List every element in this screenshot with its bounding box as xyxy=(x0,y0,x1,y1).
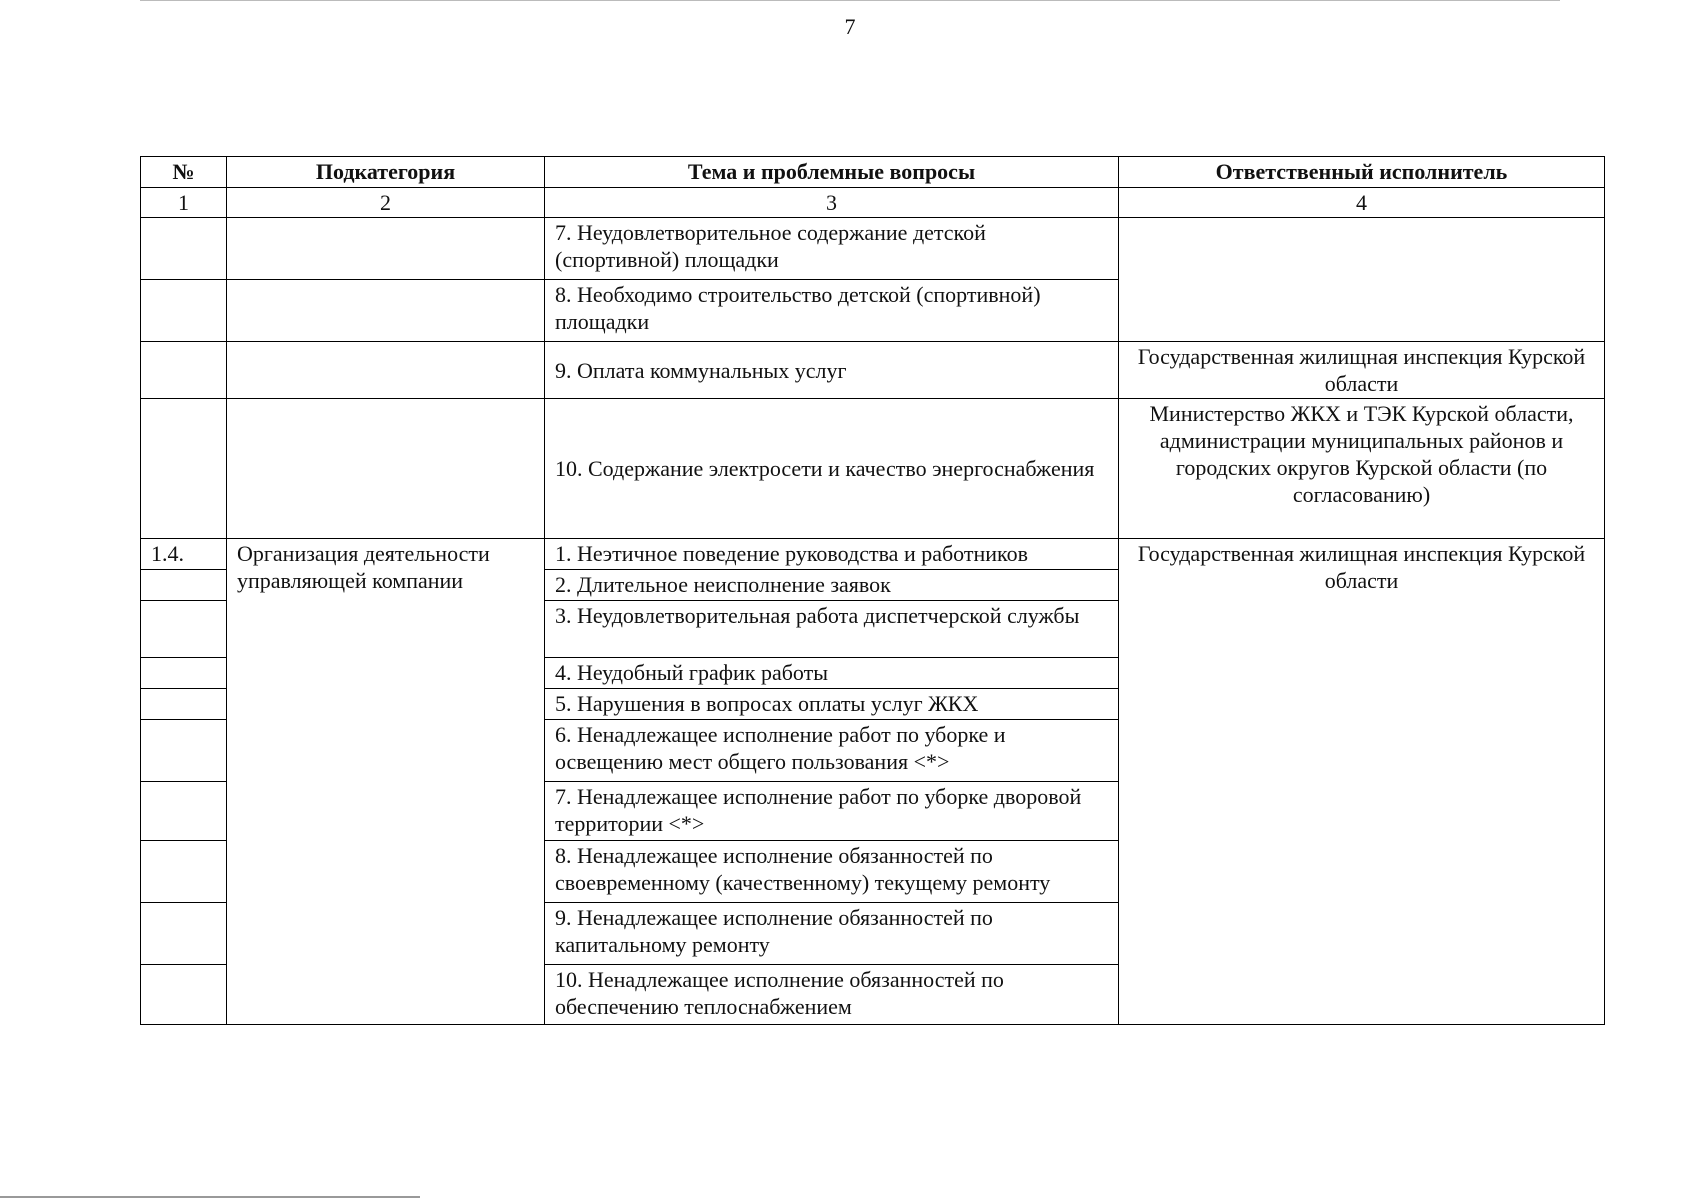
table-row xyxy=(141,539,1605,570)
number-cell xyxy=(141,399,227,539)
topic-cell: 1. Неэтичное поведение руководства и работников xyxy=(545,539,1119,570)
topic-cell: 3. Неудовлетворительная работа диспетчерской службы xyxy=(545,601,1119,658)
topic-cell: 10. Ненадлежащее исполнение обязанностей по обеспечению теплоснабжением xyxy=(545,965,1119,1025)
header-row xyxy=(141,157,1605,188)
number-cell xyxy=(141,601,227,658)
topic-cell: 8. Ненадлежащее исполнение обязанностей по своевременному (качественному) текущему ремонту xyxy=(545,841,1119,903)
column-number-row xyxy=(141,188,1605,218)
section-number: 1.4. xyxy=(141,539,227,570)
responsible-cell: Государственная жилищная инспекция Курской области xyxy=(1119,342,1605,399)
bottom-rule xyxy=(0,1196,420,1198)
subcategory-cell xyxy=(227,280,545,342)
number-cell xyxy=(141,570,227,601)
number-cell xyxy=(141,903,227,965)
topic-cell: 7. Ненадлежащее исполнение работ по уборке дворовой территории <*> xyxy=(545,782,1119,841)
number-cell xyxy=(141,965,227,1025)
responsible-cell: Министерство ЖКХ и ТЭК Курской области, администрации муниципальных районов и городских округов Курской области (по согласованию) xyxy=(1119,399,1605,539)
header-subcategory: Подкатегория xyxy=(227,157,545,188)
number-cell xyxy=(141,658,227,689)
section-responsible: Государственная жилищная инспекция Курской области xyxy=(1119,539,1605,1025)
topic-cell: 9. Ненадлежащее исполнение обязанностей по капитальному ремонту xyxy=(545,903,1119,965)
number-cell xyxy=(141,280,227,342)
topic-cell: 10. Содержание электросети и качество энергоснабжения xyxy=(545,399,1119,539)
header-topic: Тема и проблемные вопросы xyxy=(545,157,1119,188)
number-cell xyxy=(141,782,227,841)
column-number-4: 4 xyxy=(1119,188,1605,218)
number-cell xyxy=(141,841,227,903)
topic-cell: 2. Длительное неисполнение заявок xyxy=(545,570,1119,601)
header-number: № xyxy=(141,157,227,188)
table-row xyxy=(141,399,1605,539)
responsibility-table xyxy=(140,156,1605,1025)
number-cell xyxy=(141,720,227,782)
column-number-2: 2 xyxy=(227,188,545,218)
topic-cell: 7. Неудовлетворительное содержание детской (спортивной) площадки xyxy=(545,218,1119,280)
column-number-3: 3 xyxy=(545,188,1119,218)
section-subcategory: Организация деятельности управляющей компании xyxy=(227,539,545,1025)
number-cell xyxy=(141,218,227,280)
topic-cell: 9. Оплата коммунальных услуг xyxy=(545,342,1119,399)
topic-cell: 4. Неудобный график работы xyxy=(545,658,1119,689)
subcategory-cell xyxy=(227,399,545,539)
header-responsible: Ответственный исполнитель xyxy=(1119,157,1605,188)
subcategory-cell xyxy=(227,218,545,280)
subcategory-cell xyxy=(227,342,545,399)
responsible-cell xyxy=(1119,218,1605,342)
number-cell xyxy=(141,342,227,399)
number-cell xyxy=(141,689,227,720)
table-row xyxy=(141,218,1605,280)
topic-cell: 8. Необходимо строительство детской (спортивной) площадки xyxy=(545,280,1119,342)
page-number: 7 xyxy=(844,14,856,39)
top-rule xyxy=(140,0,1560,1)
column-number-1: 1 xyxy=(141,188,227,218)
topic-cell: 6. Ненадлежащее исполнение работ по уборке и освещению мест общего пользования <*> xyxy=(545,720,1119,782)
table-row xyxy=(141,342,1605,399)
topic-cell: 5. Нарушения в вопросах оплаты услуг ЖКХ xyxy=(545,689,1119,720)
